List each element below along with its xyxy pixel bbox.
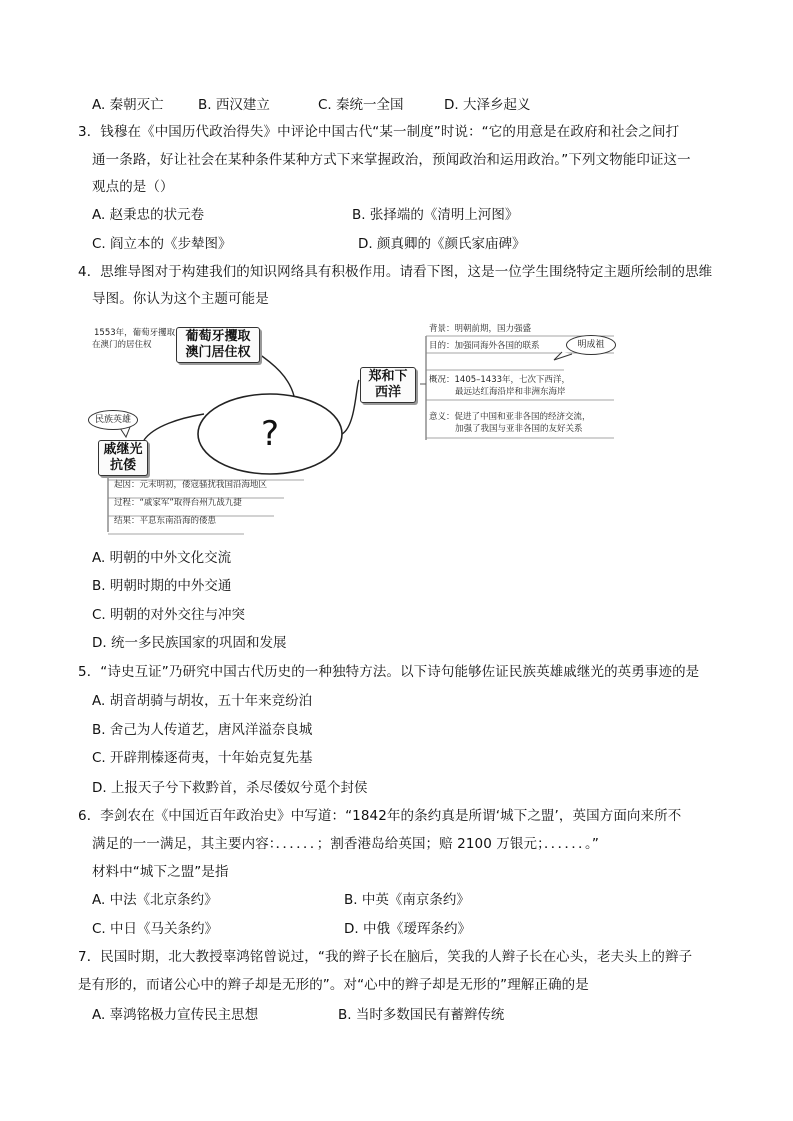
q6-option-d: D. 中俄《瑷珲条约》 (344, 921, 471, 937)
zheng-he-overview-line-2: 最远达红海沿岸和非洲东海岸 (455, 387, 566, 397)
qi-box-line-2: 抗倭 (109, 458, 136, 473)
q3-option-c: C. 阎立本的《步辇图》 (92, 236, 232, 252)
zheng-he-goal: 目的：加强同海外各国的联系 (429, 341, 540, 351)
zheng-he-background: 背景：明朝前期，国力强盛 (429, 324, 532, 334)
qi-box-line-1: 戚继光 (103, 442, 143, 457)
q6-option-b: B. 中英《南京条约》 (344, 892, 470, 908)
zheng-he-box-line-1: 郑和下 (368, 369, 408, 384)
q4-stem-line-2: 导图。你认为这个主题可能是 (92, 291, 269, 307)
q6-option-a: A. 中法《北京条约》 (92, 892, 218, 908)
mind-map-center-question: ? (261, 414, 280, 454)
q7-stem-line-1: 7．民国时期，北大教授辜鸿铭曾说过，“我的辫子长在脑后，笑我的人辫子长在心头，老夫头上的辫子 (78, 949, 693, 965)
q3-option-d: D. 颜真卿的《颜氏家庙碑》 (358, 236, 526, 252)
q7-option-a: A. 辜鸿铭极力宣传民主思想 (92, 1007, 259, 1023)
q2-option-b: B. 西汉建立 (198, 97, 270, 113)
q2-option-a: A. 秦朝灭亡 (92, 97, 164, 113)
emperor-yongle-bubble: 明成祖 (566, 335, 616, 355)
q5-stem-line-1: 5．“诗史互证”乃研究中国古代历史的一种独特方法。以下诗句能够佐证民族英雄戚继光的英勇事迹的是 (78, 664, 700, 680)
portugal-macau-box (176, 327, 260, 363)
q3-option-a: A. 赵秉忠的状元卷 (92, 207, 205, 223)
q7-option-b: B. 当时多数国民有蓄辫传统 (338, 1007, 505, 1023)
q4-option-b: B. 明朝时期的中外交通 (92, 578, 232, 594)
qi-jiguang-box (98, 440, 148, 476)
zheng-he-meaning-line-1: 意义：促进了中国和亚非各国的经济交流， (429, 412, 591, 422)
q5-option-d: D. 上报天子兮下救黔首，杀尽倭奴兮觅个封侯 (92, 780, 368, 796)
qi-jiguang-process: 过程：“戚家军”取得台州九战九捷 (114, 498, 242, 508)
q6-stem-line-3: 材料中“城下之盟”是指 (92, 864, 229, 880)
q5-option-b: B. 舍己为人传道艺，唐风洋溢奈良城 (92, 722, 313, 738)
q3-stem-line-1: 3．钱穆在《中国历代政治得失》中评论中国古代“某一制度”时说：“它的用意是在政府和社会之间打 (78, 124, 680, 140)
q4-option-a: A. 明朝的中外文化交流 (92, 550, 232, 566)
portugal-note-line-2: 在澳门的居住权 (92, 340, 152, 350)
portugal-note-line-1: 1553年，葡萄牙攫取 (94, 328, 176, 338)
q6-stem-line-2: 满足的一一满足，其主要内容：．．．．．．；割香港岛给英国；赔 2100 万银元；．．．．．．。” (92, 836, 599, 852)
q3-option-b: B. 张择端的《清明上河图》 (352, 207, 519, 223)
q5-option-a: A. 胡音胡骑与胡妆，五十年来竞纷泊 (92, 693, 313, 709)
zheng-he-voyages-box (360, 367, 416, 403)
qi-jiguang-result: 结果：平息东南沿海的倭患 (114, 516, 217, 526)
q2-option-d: D. 大泽乡起义 (444, 97, 531, 113)
q6-stem-line-1: 6．李剑农在《中国近百年政治史》中写道：“1842年的条约真是所谓‘城下之盟’，英国方面向来所不 (78, 808, 682, 824)
national-hero-bubble: 民族英雄 (88, 410, 138, 430)
zheng-he-meaning-line-2: 加强了我国与亚非各国的友好关系 (455, 424, 583, 434)
portugal-box-line-2: 澳门居住权 (185, 345, 251, 360)
q4-option-d: D. 统一多民族国家的巩固和发展 (92, 635, 287, 651)
q3-stem-line-3: 观点的是（） (92, 179, 174, 195)
q4-stem-line-1: 4．思维导图对于构建我们的知识网络具有积极作用。请看下图，这是一位学生围绕特定主题所绘制的思维 (78, 264, 713, 280)
q4-option-c: C. 明朝的对外交往与冲突 (92, 607, 246, 623)
q3-stem-line-2: 通一条路，好让社会在某种条件某种方式下来掌握政治，预闻政治和运用政治。”下列文物能印证这一 (92, 152, 691, 168)
q2-option-c: C. 秦统一全国 (318, 97, 404, 113)
mind-map-figure (84, 322, 624, 542)
q5-option-c: C. 开辟荆榛逐荷夷，十年始克复先基 (92, 750, 313, 766)
portugal-box-line-1: 葡萄牙攫取 (185, 329, 251, 344)
zheng-he-overview-line-1: 概况：1405–1433年，七次下西洋， (429, 375, 571, 385)
q7-stem-line-2: 是有形的，而诸公心中的辫子却是无形的”。对“心中的辫子却是无形的”理解正确的是 (78, 977, 589, 993)
q6-option-c: C. 中日《马关条约》 (92, 921, 219, 937)
zheng-he-box-line-2: 西洋 (374, 385, 401, 400)
qi-jiguang-cause: 起因：元末明初，倭寇骚扰我国沿海地区 (114, 480, 268, 490)
